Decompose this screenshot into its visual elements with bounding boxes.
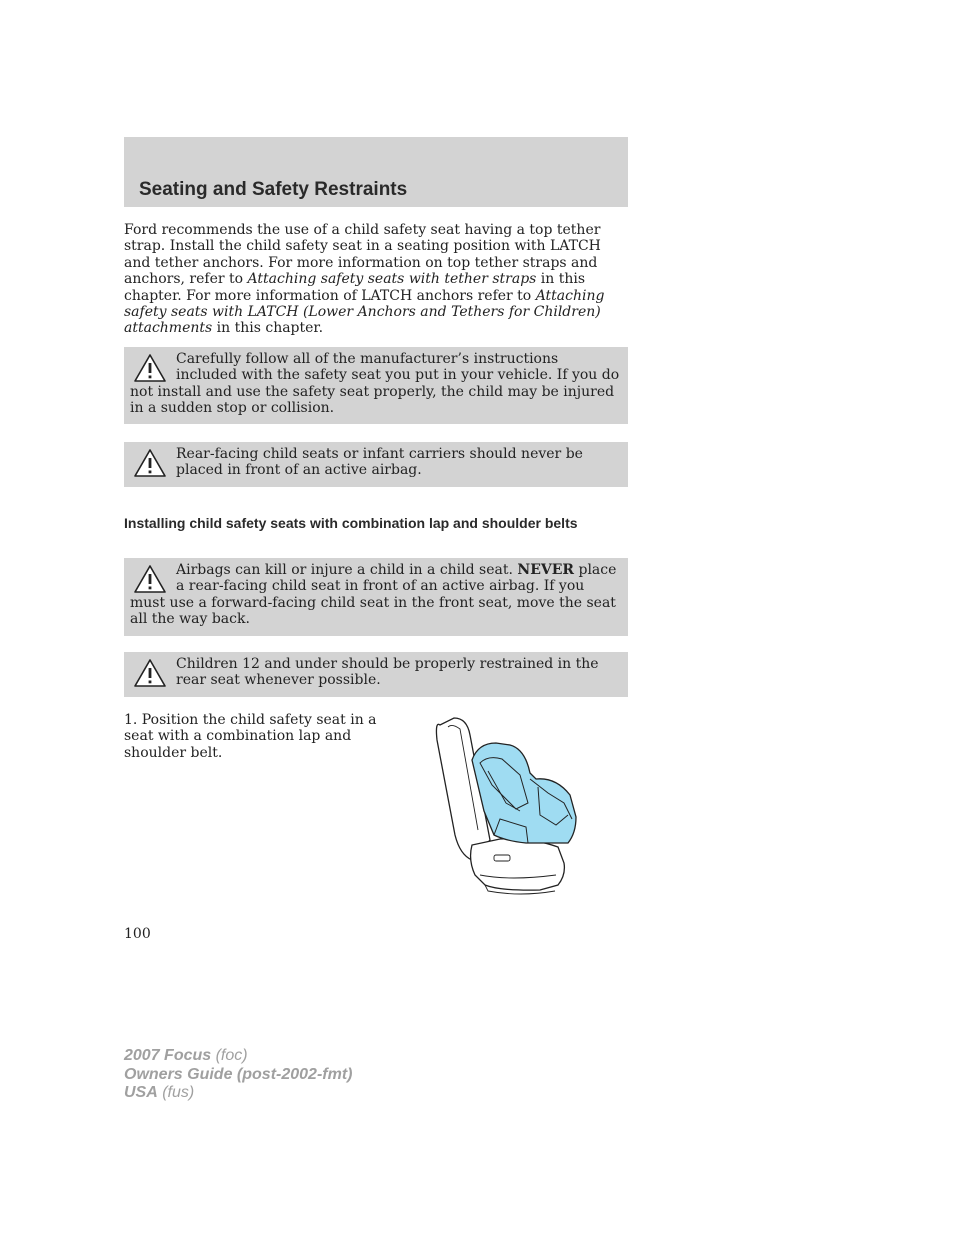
warning-triangle-icon	[133, 353, 167, 383]
intro-ref-tether: Attaching safety seats with tether straps	[247, 271, 537, 288]
warning-text: Children 12 and under should be properly restrained in the rear seat whenever possible.	[176, 656, 599, 689]
child-seat-illustration	[430, 715, 580, 895]
warning-text: Carefully follow all of the manufacturer’s instructions included with the safety seat you put in your vehicle. If you do not install and use the safety seat properly, the child may be injured in a sudden stop or collision.	[130, 351, 620, 417]
footer-document-id	[124, 1047, 352, 1103]
intro-text-2: in this chapter. For more information of LATCH anchors refer to	[124, 271, 586, 304]
warning-triangle-icon	[133, 448, 167, 478]
warning-box-rear-facing	[124, 442, 628, 487]
section-header-band	[124, 137, 628, 207]
warning-text: Airbags can kill or injure a child in a child seat. NEVER place a rear-facing child seat in front of an active airbag. If you must use a forward-facing child seat in the front seat, move the seat all the way back.	[130, 562, 617, 628]
warning-box-instructions	[124, 347, 628, 424]
page-number: 100	[124, 926, 151, 942]
warning-triangle-icon	[133, 564, 167, 594]
footer-line-1: 2007 Focus (foc)	[124, 1047, 248, 1064]
subheading: Installing child safety seats with combination lap and shoulder belts	[124, 515, 578, 531]
never-emphasis: NEVER	[517, 562, 575, 578]
warning-triangle-icon	[133, 658, 167, 688]
intro-text-3: in this chapter.	[212, 320, 324, 337]
footer-line-3: USA (fus)	[124, 1084, 195, 1101]
section-title: Seating and Safety Restraints	[139, 179, 408, 200]
step-1-text: 1. Position the child safety seat in a seat with a combination lap and shoulder belt.	[124, 712, 377, 761]
warning-text: Rear-facing child seats or infant carriers should never be placed in front of an active airbag.	[176, 446, 583, 479]
intro-text-1: Ford recommends the use of a child safety seat having a top tether strap. Install the child safety seat in a seating position with LATCH and tether anchors. For more information on top tether straps and anchors, refer to	[124, 222, 601, 288]
warning-box-children-12	[124, 652, 628, 697]
warning-box-airbags	[124, 558, 628, 636]
footer-line-2: Owners Guide (post-2002-fmt)	[124, 1065, 353, 1083]
intro-ref-latch: Attaching safety seats with LATCH (Lower Anchors and Tethers for Children) attachments	[124, 287, 605, 337]
intro-paragraph	[124, 222, 630, 337]
